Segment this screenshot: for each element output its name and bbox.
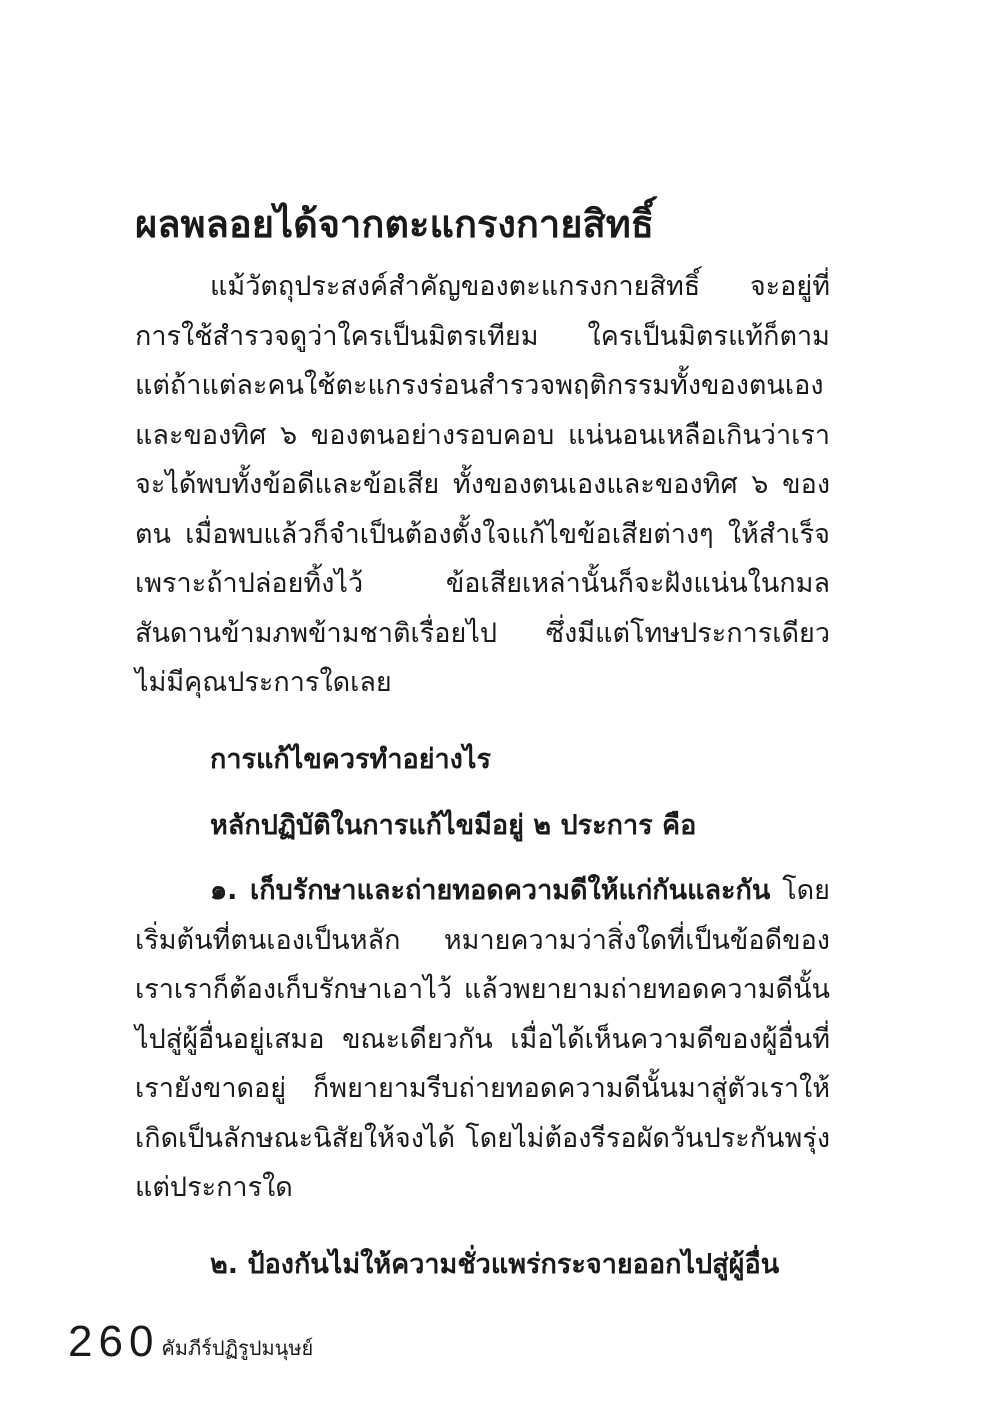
page-number: 260 bbox=[68, 1317, 160, 1366]
item-1-lead: ๑. เก็บรักษาและถ่ายทอดความดีให้แก่กันและกัน bbox=[210, 875, 771, 906]
subheading-how-to-fix: การแก้ไขควรทำอย่างไร bbox=[210, 744, 491, 775]
item-2-heading: ๒. ป้องกันไม่ให้ความชั่วแพร่กระจายออกไปสู่ผู้อื่น bbox=[210, 1249, 780, 1280]
item-1-paragraph bbox=[135, 866, 830, 1213]
paragraph-intro: แม้วัตถุประสงค์สำคัญของตะแกรงกายสิทธิ์ จะอยู่ที่การใช้สำรวจดูว่าใครเป็นมิตรเทียม ใครเป็นมิตรแท้ก็ตาม แต่ถ้าแต่ละคนใช้ตะแกรงร่อนสำรวจพฤติกรรมทั้งของตนเองและของทิศ ๖ ของตนอย่างรอบคอบ แน่นอนเหลือเกินว่าเราจะได้พบทั้งข้อดีและข้อเสีย ทั้งของตนเองและของทิศ ๖ ของตน เมื่อพบแล้วก็จำเป็นต้องตั้งใจแก้ไขข้อเสียต่างๆ ให้สำเร็จ เพราะถ้าปล่อยทิ้งไว้ ข้อเสียเหล่านั้นก็จะฝังแน่นในกมลสันดานข้ามภพข้ามชาติเรื่อยไป ซึ่งมีแต่โทษประการเดียว ไม่มีคุณประการใดเลย bbox=[135, 271, 830, 698]
item-1-body: โดยเริ่มต้นที่ตนเองเป็นหลัก หมายความว่าสิ่งใดที่เป็นข้อดีของเราเราก็ต้องเก็บรักษาเอาไว้ แล้วพยายามถ่ายทอดความดีนั้นไปสู่ผู้อื่นอยู่เสมอ ขณะเดียวกัน เมื่อได้เห็นความดีของผู้อื่นที่เรายังขาดอยู่ ก็พยายามรีบถ่ายทอดความดีนั้นมาสู่ตัวเราให้เกิดเป็นลักษณะนิสัยให้จงได้ โดยไม่ต้องรีรอผัดวันประกันพรุ่งแต่ประการใด bbox=[135, 875, 830, 1203]
book-title: คัมภีร์ปฏิรูปมนุษย์ bbox=[161, 1336, 314, 1360]
subheading-principles: หลักปฏิบัติในการแก้ไขมีอยู่ ๒ ประการ คือ bbox=[210, 810, 697, 841]
section-heading: ผลพลอยได้จากตะแกรงกายสิทธิ์ bbox=[135, 202, 654, 246]
page-footer bbox=[68, 1318, 313, 1366]
